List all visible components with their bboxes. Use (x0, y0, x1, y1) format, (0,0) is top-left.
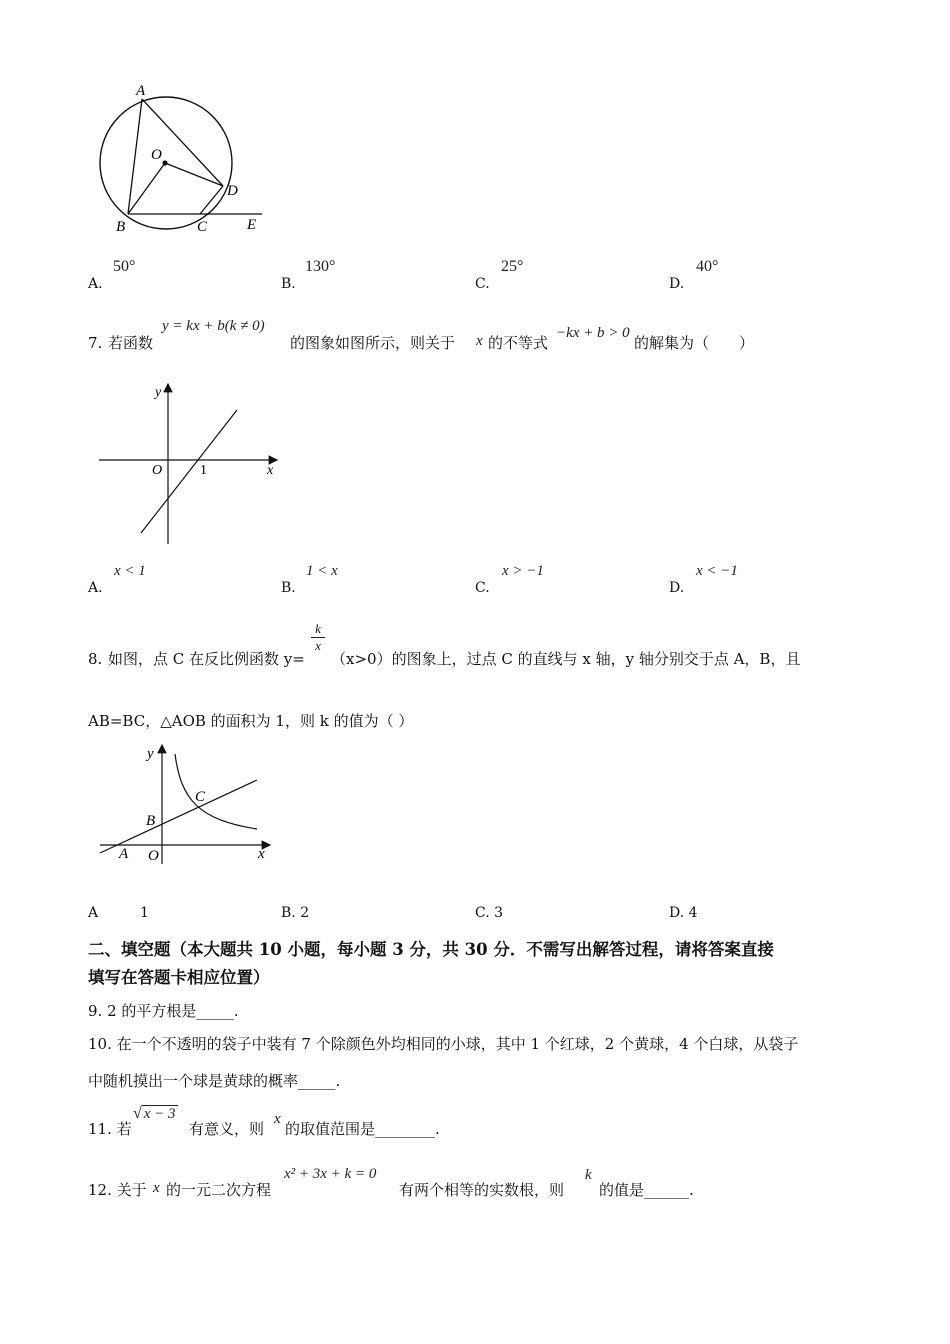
section-2-heading-line-1: 二、填空题（本大题共 10 小题，每小题 3 分，共 30 分．不需写出解答过程，请将答案直接 (88, 940, 774, 959)
q7-option-b: B. (281, 580, 296, 596)
segment-od (165, 163, 223, 186)
chord-cd (200, 186, 223, 214)
q6-option-a: A. (88, 276, 103, 292)
label-a: A (136, 83, 146, 99)
q10-line-2: 中随机摸出一个球是黄球的概率_____. (88, 1072, 341, 1090)
label-e: E (247, 217, 257, 233)
label-y: y (155, 385, 162, 400)
q6-option-d: D. (669, 276, 685, 292)
q7-var-x: x (476, 333, 483, 349)
q12-equation: x² + 3x + k = 0 (284, 1166, 377, 1182)
label-c: C (195, 789, 206, 805)
q7-inequality: −kx + b > 0 (556, 325, 630, 341)
q8-fraction (311, 622, 325, 653)
q7-option-a-value: x < 1 (114, 563, 146, 579)
label-y: y (147, 746, 154, 762)
q8-number: 8. (88, 650, 103, 668)
hyperbola (175, 754, 257, 829)
label-a: A (119, 846, 129, 862)
q12-text-b: 的一元二次方程 (166, 1181, 272, 1199)
q8-option-b: B. 2 (281, 905, 310, 921)
section-2-heading-line-2: 填写在答题卡相应位置） (88, 968, 270, 987)
q8-graph (95, 740, 280, 870)
q7-graph (95, 378, 285, 548)
q11-sqrt (133, 1103, 178, 1123)
q11-text-b: 有意义，则 (189, 1120, 265, 1138)
label-o: O (151, 147, 162, 163)
q6-option-c: C. (475, 276, 490, 292)
q12-var-k: k (585, 1167, 592, 1183)
q7-option-b-value: 1 < x (306, 563, 338, 579)
label-c: C (197, 219, 208, 235)
q11-var-x: x (274, 1111, 281, 1127)
q8-option-a: A (88, 905, 99, 921)
q6-option-b-value: 130° (305, 258, 336, 275)
q7-text-a: 若函数 (108, 334, 154, 352)
q12-text-d: 的值是______. (599, 1181, 694, 1199)
q11-radicand: x − 3 (143, 1106, 176, 1122)
label-b: B (146, 813, 156, 829)
q12-prefix: 12. 关于 (88, 1181, 147, 1199)
q10-line-1: 10. 在一个不透明的袋子中装有 7 个除颜色外均相同的小球，其中 1 个红球，2 个黄球，4 个白球，从袋子 (88, 1035, 799, 1053)
frac-denominator: x (315, 638, 321, 653)
label-x: x (267, 463, 274, 478)
q7-number: 7. (88, 334, 103, 352)
q6-option-b: B. (281, 276, 296, 292)
q8-option-c: C. 3 (475, 905, 504, 921)
center-point (162, 160, 167, 165)
q9-text: 9. 2 的平方根是_____. (88, 1002, 239, 1020)
q8-option-d: D. 4 (669, 905, 698, 921)
label-one: 1 (200, 463, 207, 478)
q8-line-2: AB=BC，△AOB 的面积为 1，则 k 的值为（ ） (88, 712, 414, 730)
label-b: B (116, 219, 126, 235)
q7-text-b: 的图象如图所示，则关于 (290, 334, 456, 352)
label-o: O (148, 848, 159, 864)
q7-text-c: 的不等式 (488, 334, 549, 352)
frac-numerator: k (315, 621, 321, 636)
q8-text-b: （x>0）的图象上，过点 C 的直线与 x 轴，y 轴分别交于点 A，B，且 (331, 650, 801, 668)
q7-text-d: 的解集为（ ） (634, 334, 755, 352)
q7-option-c-value: x > −1 (502, 563, 544, 579)
label-x: x (258, 846, 265, 862)
q7-option-d: D. (669, 580, 685, 596)
q6-option-a-value: 50° (113, 258, 136, 275)
q8-option-a-value: 1 (140, 905, 149, 921)
q7-option-d-value: x < −1 (696, 563, 738, 579)
q6-option-c-value: 25° (501, 258, 524, 275)
q12-text-c: 有两个相等的实数根，则 (399, 1181, 565, 1199)
q7-option-a: A. (88, 580, 103, 596)
q11-text-c: 的取值范围是________. (285, 1120, 440, 1138)
q6-option-d-value: 40° (696, 258, 719, 275)
q12-var-x: x (153, 1180, 160, 1196)
q7-option-c: C. (475, 580, 490, 596)
label-d: D (227, 183, 238, 199)
line-abc (100, 780, 257, 853)
q11-prefix: 11. 若 (88, 1120, 132, 1138)
q7-formula: y = kx + b(k ≠ 0) (162, 318, 265, 334)
sqrt-sign: √ (133, 1105, 142, 1122)
chord-ad (142, 99, 223, 186)
label-o: O (152, 463, 163, 478)
circle-figure (80, 78, 280, 243)
q8-text-a: 如图，点 C 在反比例函数 y= (108, 650, 305, 668)
